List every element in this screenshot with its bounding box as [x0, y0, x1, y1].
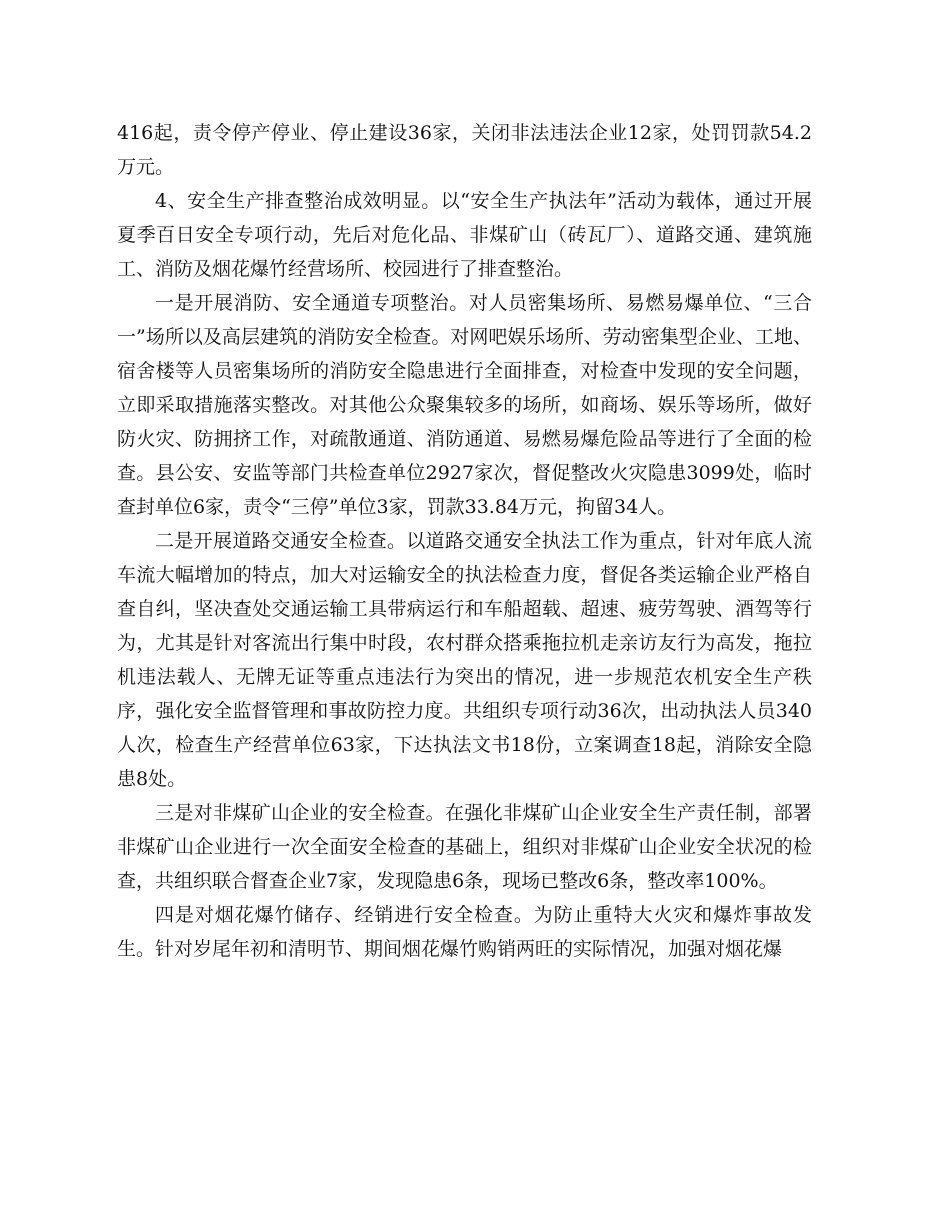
paragraph-fire-safety: 一是开展消防、安全通道专项整治。对人员密集场所、易燃易爆单位、“三合一”场所以及高层建筑的消防安全检查。对网吧娱乐场所、劳动密集型企业、工地、宿舍楼等人员密集场所的消防安全隐患进行全面排查，对检查中发现的安全问题，立即采取措施落实整改。对其他公众聚集较多的场所，如商场、娱乐等场所，做好防火灾、防拥挤工作，对疏散通道、消防通道、易燃易爆危险品等进行了全面的检查。县公安、安监等部门共检查单位2927家次，督促整改火灾隐患3099处，临时查封单位6家，责令“三停”单位3家，罚款33.84万元，拘留34人。	[117, 292, 812, 518]
document-body	[117, 116, 812, 966]
paragraph-continuation: 416起，责令停产停业、停止建设36家，关闭非法违法企业12家，处罚罚款54.2万元。	[117, 122, 812, 178]
paragraph-non-coal-mines: 三是对非煤矿山企业的安全检查。在强化非煤矿山企业安全生产责任制，部署非煤矿山企业进行一次全面安全检查的基础上，组织对非煤矿山企业安全状况的检查，共组织联合督查企业7家，发现隐患6条，现场已整改6条，整改率100%。	[117, 802, 812, 892]
paragraph-fireworks: 四是对烟花爆竹储存、经销进行安全检查。为防止重特大火灾和爆炸事故发生。针对岁尾年初和清明节、期间烟花爆竹购销两旺的实际情况，加强对烟花爆	[117, 904, 812, 960]
paragraph-road-traffic: 二是开展道路交通安全检查。以道路交通安全执法工作为重点，针对年底人流车流大幅增加的特点，加大对运输安全的执法检查力度，督促各类运输企业严格自查自纠，坚决查处交通运输工具带病运行和车船超载、超速、疲劳驾驶、酒驾等行为，尤其是针对客流出行集中时段，农村群众搭乘拖拉机走亲访友行为高发，拖拉机违法载人、无牌无证等重点违法行为突出的情况，进一步规范农机安全生产秩序，强化安全监督管理和事故防控力度。共组织专项行动36次，出动执法人员340人次，检查生产经营单位63家，下达执法文书18份，立案调查18起，消除安全隐患8处。	[117, 530, 812, 790]
paragraph-safety-inspection: 4、安全生产排查整治成效明显。以“安全生产执法年”活动为载体，通过开展夏季百日安全专项行动，先后对危化品、非煤矿山（砖瓦厂）、道路交通、建筑施工、消防及烟花爆竹经营场所、校园进行了排查整治。	[117, 190, 812, 280]
